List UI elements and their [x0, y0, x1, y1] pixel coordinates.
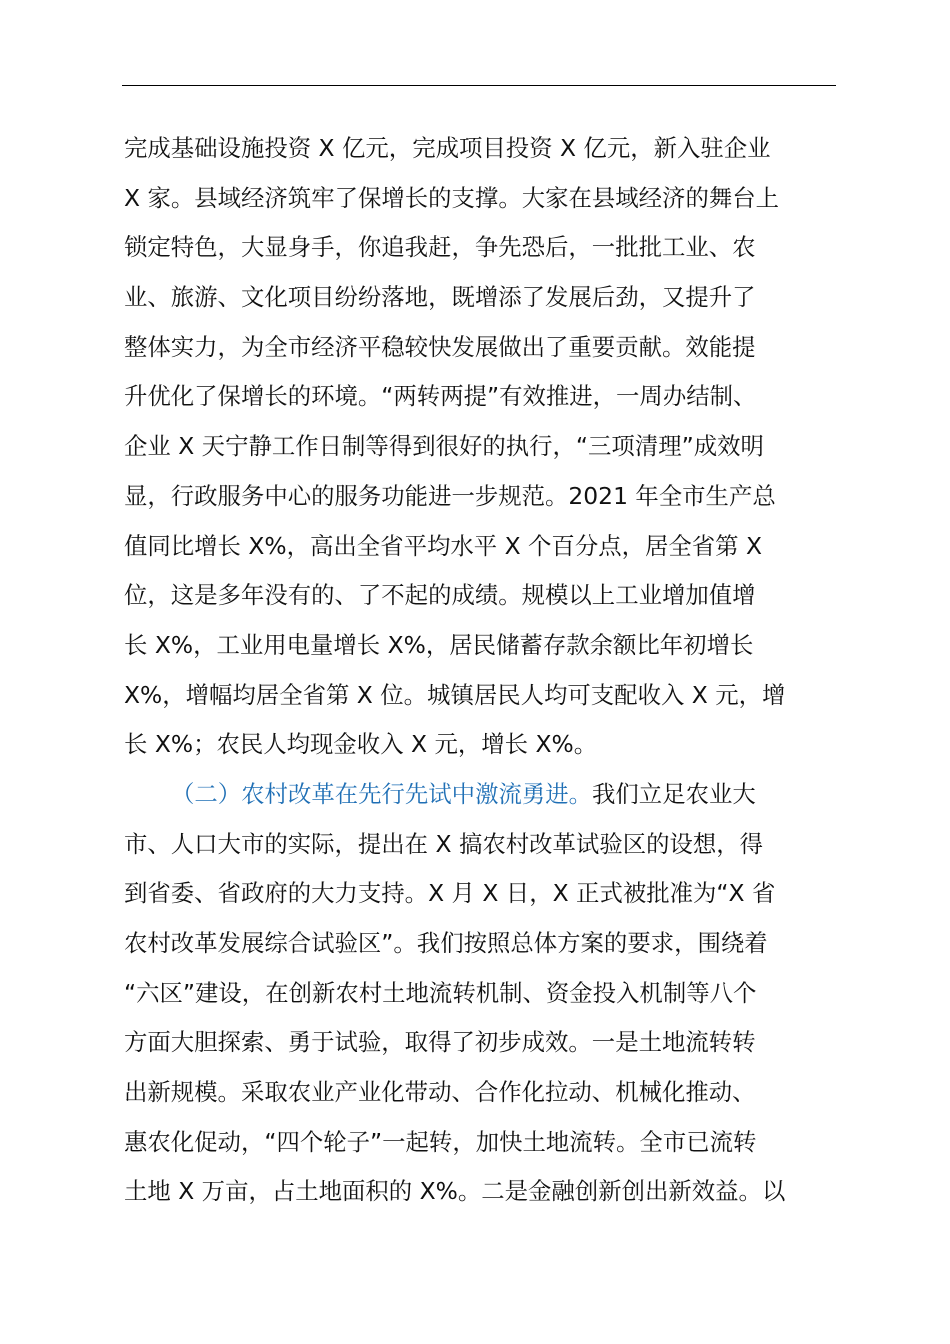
section-line: 惠农化促动，“四个轮子”一起转，加快土地流转。全市已流转 — [124, 1127, 757, 1156]
section-line: 土地 X 万亩，占土地面积的 X%。二是金融创新创出新效益。以 — [124, 1177, 786, 1206]
section-line: 市、人口大市的实际，提出在 X 搞农村改革试验区的设想，得 — [124, 829, 764, 858]
paragraph-line: X%，增幅均居全省第 X 位。城镇居民人均可支配收入 X 元，增 — [124, 680, 786, 709]
paragraph-line: X 家。县域经济筑牢了保增长的支撑。大家在县域经济的舞台上 — [124, 183, 780, 212]
paragraph-line: 值同比增长 X%，高出全省平均水平 X 个百分点，居全省第 X — [124, 531, 763, 560]
paragraph-line: 整体实力，为全市经济平稳较快发展做出了重要贡献。效能提 — [124, 332, 756, 361]
section-first-line-text: 我们立足农业大 — [592, 779, 756, 808]
header-rule — [122, 85, 836, 86]
paragraph-line: 完成基础设施投资 X 亿元，完成项目投资 X 亿元，新入驻企业 — [124, 134, 771, 162]
section-line: “六区”建设，在创新农村土地流转机制、资金投入机制等八个 — [124, 978, 757, 1007]
body-text — [124, 124, 840, 1217]
paragraph-line: 长 X%，工业用电量增长 X%，居民储蓄存款余额比年初增长 — [124, 630, 754, 659]
paragraph-line: 升优化了保增长的环境。“两转两提”有效推进，一周办结制、 — [124, 382, 757, 411]
paragraph-line: 位，这是多年没有的、了不起的成绩。规模以上工业增加值增 — [124, 581, 756, 610]
paragraph-line: 长 X%；农民人均现金收入 X 元，增长 X%。 — [124, 730, 598, 759]
section-first-line — [124, 770, 840, 820]
section-line: 农村改革发展综合试验区”。我们按照总体方案的要求，围绕着 — [124, 929, 768, 957]
section-heading: （二）农村改革在先行先试中激流勇进。 — [171, 779, 593, 808]
paragraph-line: 业、旅游、文化项目纷纷落地，既增添了发展后劲，又提升了 — [124, 283, 756, 312]
paragraph-line: 企业 X 天宁静工作日制等得到很好的执行，“三项清理”成效明 — [124, 432, 764, 461]
paragraph-line: 锁定特色，大显身手，你追我赶，争先恐后，一批批工业、农 — [124, 233, 756, 262]
section-line: 到省委、省政府的大力支持。X 月 X 日，X 正式被批准为“X 省 — [124, 879, 776, 908]
section-line: 方面大胆探索、勇于试验，取得了初步成效。一是土地流转转 — [124, 1028, 756, 1057]
paragraph-line: 显，行政服务中心的服务功能进一步规范。2021 年全市生产总 — [124, 481, 776, 510]
section-line: 出新规模。采取农业产业化带动、合作化拉动、机械化推动、 — [124, 1078, 756, 1107]
